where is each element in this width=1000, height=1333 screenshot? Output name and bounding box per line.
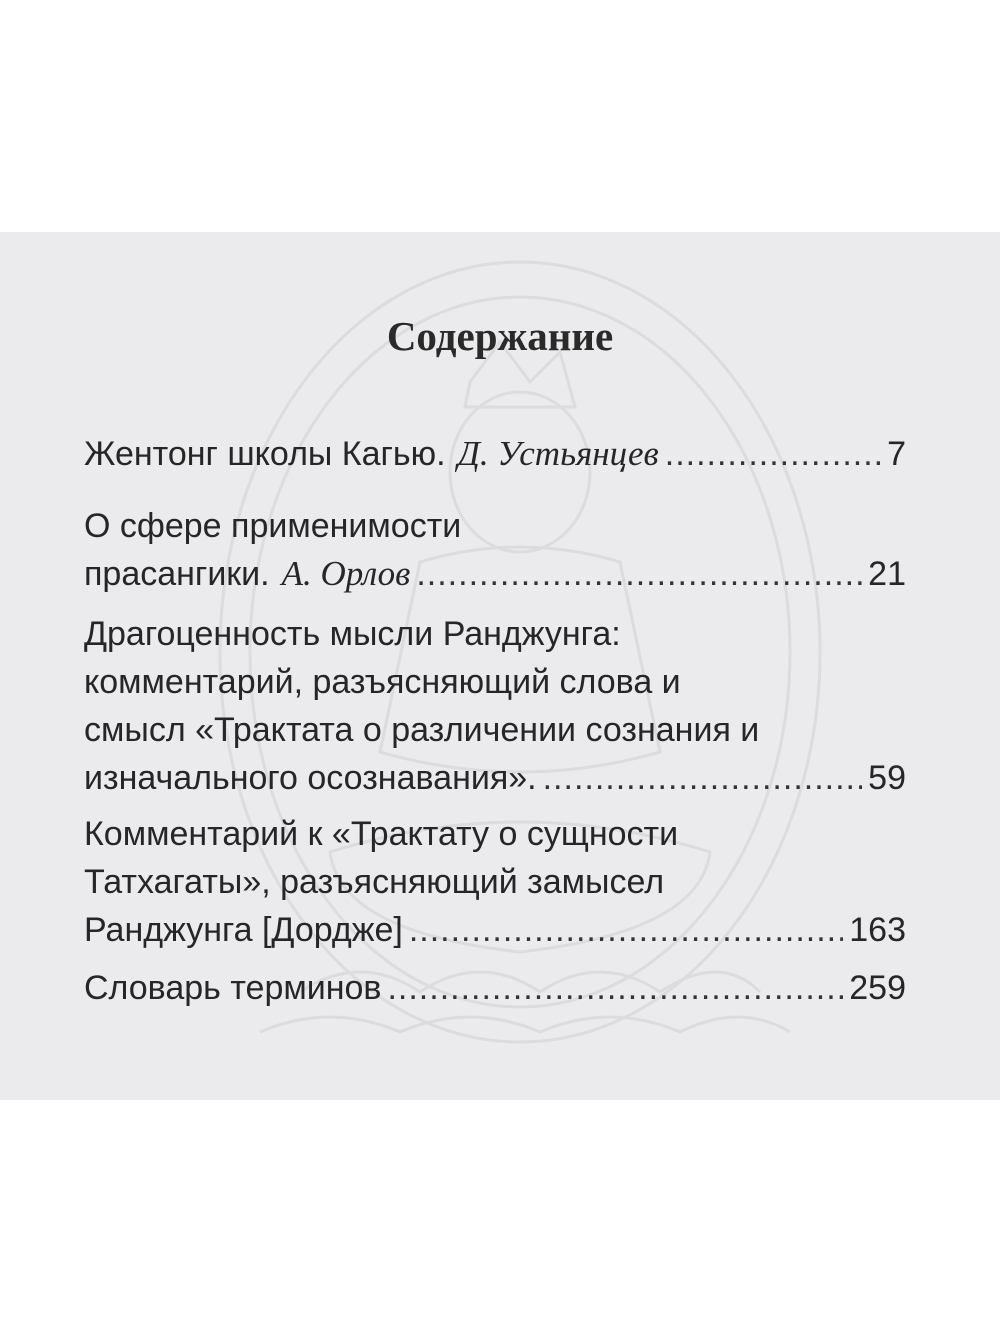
toc-entry-line [84, 964, 906, 1012]
toc-entry-title: Ранджунга [Дордже] [84, 911, 403, 949]
toc-page-number: 7 [887, 435, 906, 473]
toc-page-number: 59 [868, 759, 906, 797]
dot-leader [543, 754, 863, 802]
toc-entry-title: Жентонг школы Кагью. [84, 435, 446, 473]
toc-entry-title-line: комментарий, разъясняющий слова и [84, 663, 681, 701]
toc-entry-title: прасангики. [84, 555, 270, 593]
toc-entry-line [84, 430, 906, 478]
toc-page-number: 259 [849, 969, 906, 1007]
toc-entry-1[interactable] [84, 430, 906, 478]
toc-entry-author: Д. Устьянцев [457, 434, 659, 473]
toc-entry-title-line: Драгоценность мысли Ранджунга: [84, 615, 621, 653]
toc-entry-2[interactable] [84, 502, 906, 598]
toc-entry-4[interactable] [84, 810, 906, 954]
toc-entry-line [84, 550, 906, 598]
toc-entry-3[interactable] [84, 610, 906, 802]
toc-entry-title-line: Татхагаты», разъясняющий замысел [84, 863, 665, 901]
toc-entry-5[interactable] [84, 964, 906, 1012]
scanned-page [0, 232, 1000, 1100]
toc-entry-line [84, 906, 906, 954]
dot-leader [409, 906, 843, 954]
toc-entry-title: изначального осознавания». [84, 759, 537, 797]
toc-entry-title-line: смысл «Трактата о различении сознания и [84, 711, 760, 749]
dot-leader [416, 550, 862, 598]
toc-page-number: 21 [868, 555, 906, 593]
toc-heading: Содержание [386, 313, 614, 359]
toc-entry-title-line: Комментарий к «Трактату о сущности [84, 815, 679, 853]
toc-entry-title: Словарь терминов [84, 969, 382, 1007]
toc-entry-line [84, 754, 906, 802]
toc-entry-title-line: О сфере применимости [84, 507, 462, 545]
toc-entry-author: А. Орлов [281, 554, 411, 593]
dot-leader [387, 964, 843, 1012]
toc-page-number: 163 [849, 911, 906, 949]
dot-leader [665, 430, 881, 478]
